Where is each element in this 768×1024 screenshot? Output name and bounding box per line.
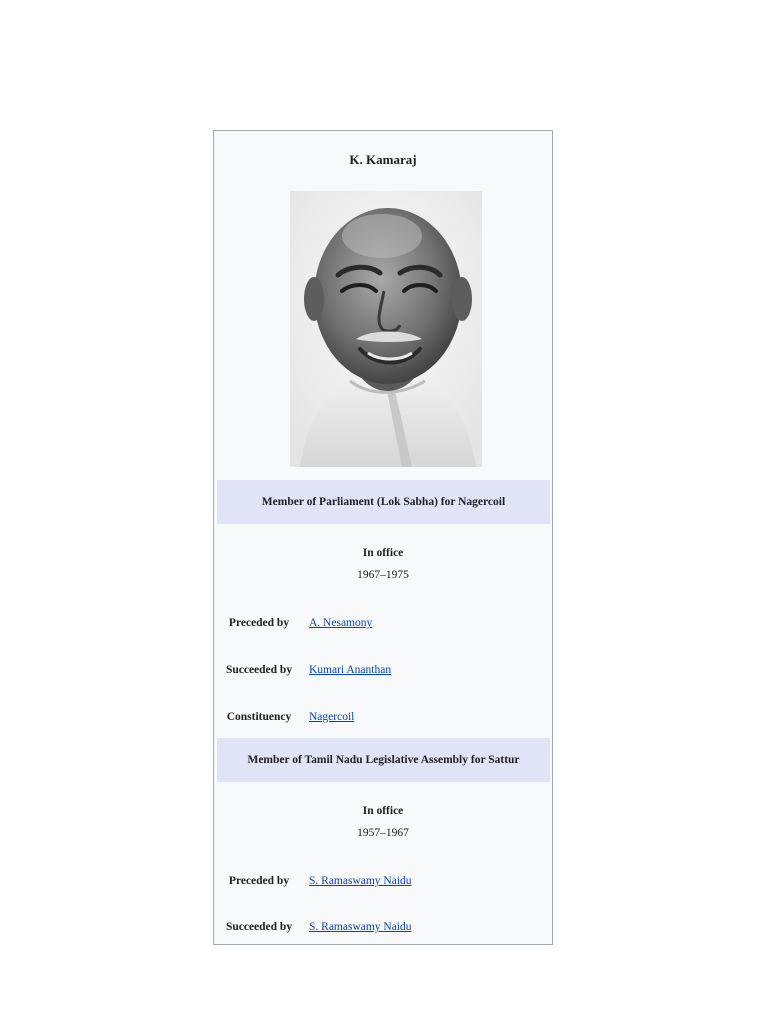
succeeded-by-label: Succeeded by: [225, 664, 293, 676]
section-header-assembly: Member of Tamil Nadu Legislative Assembly for Sattur: [217, 738, 550, 782]
succeeded-by-link[interactable]: Kumari Ananthan: [309, 664, 392, 676]
succeeded-by-label: Succeeded by: [225, 921, 293, 933]
portrait-image[interactable]: [290, 191, 482, 467]
infobox-title: K. Kamaraj: [349, 152, 417, 167]
term-dates: 1967–1975: [357, 569, 409, 581]
in-office-label: In office: [362, 805, 404, 817]
preceded-by-link[interactable]: S. Ramaswamy Naidu: [309, 875, 412, 887]
succeeded-by-link[interactable]: S. Ramaswamy Naidu: [309, 921, 412, 933]
constituency-label: Constituency: [226, 711, 292, 723]
preceded-by-link[interactable]: A. Nesamony: [309, 617, 373, 629]
term-dates: 1957–1967: [357, 827, 409, 839]
constituency-link[interactable]: Nagercoil: [309, 711, 355, 723]
preceded-by-label: Preceded by: [228, 617, 290, 629]
infobox: [213, 130, 553, 945]
in-office-label: In office: [362, 547, 404, 559]
section-header-lok-sabha: Member of Parliament (Lok Sabha) for Nagercoil: [217, 480, 550, 524]
preceded-by-label: Preceded by: [228, 875, 290, 887]
